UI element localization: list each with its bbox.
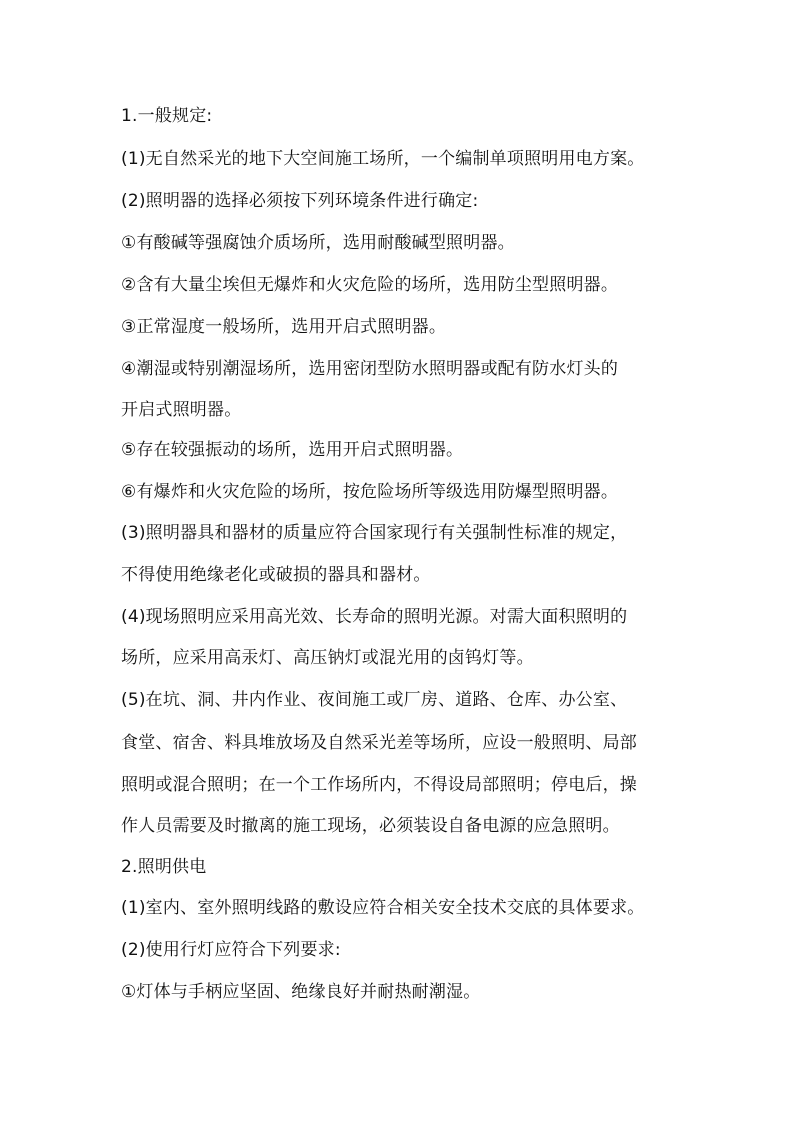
heading-general-rules: 1.一般规定: — [121, 106, 213, 126]
paragraph-line: 开启式照明器。 — [121, 400, 242, 420]
paragraph-line: ③正常湿度一般场所，选用开启式照明器。 — [121, 317, 447, 337]
paragraph-line: 食堂、宿舍、料具堆放场及自然采光差等场所，应设一般照明、局部 — [121, 733, 637, 753]
paragraph-line: (1)无自然采光的地下大空间施工场所，一个编制单项照明用电方案。 — [121, 149, 645, 169]
paragraph-line: (2)照明器的选择必须按下列环境条件进行确定: — [121, 191, 479, 211]
paragraph-line: (3)照明器具和器材的质量应符合国家现行有关强制性标准的规定， — [121, 523, 628, 543]
heading-lighting-power-supply: 2.照明供电 — [121, 857, 207, 877]
paragraph-line: 作人员需要及时撤离的施工现场，必须装设自备电源的应急照明。 — [121, 816, 620, 836]
paragraph-line: 照明或混合照明；在一个工作场所内，不得设局部照明；停电后，操 — [121, 775, 637, 795]
paragraph-line: (4)现场照明应采用高光效、长寿命的照明光源。对需大面积照明的 — [121, 607, 628, 627]
paragraph-line: (2)使用行灯应符合下列要求: — [121, 940, 341, 960]
paragraph-line: 场所，应采用高汞灯、高压钠灯或混光用的卤钨灯等。 — [121, 648, 534, 668]
paragraph-line: ④潮湿或特别潮湿场所，选用密闭型防水照明器或配有防水灯头的 — [121, 359, 619, 379]
paragraph-line: (5)在坑、洞、井内作业、夜间施工或厂房、道路、仓库、办公室、 — [121, 690, 628, 710]
paragraph-line: ①灯体与手柄应坚固、绝缘良好并耐热耐潮湿。 — [121, 982, 481, 1002]
paragraph-line: ⑤存在较强振动的场所，选用开启式照明器。 — [121, 440, 464, 460]
paragraph-line: ①有酸碱等强腐蚀介质场所，选用耐酸碱型照明器。 — [121, 233, 515, 253]
paragraph-line: ⑥有爆炸和火灾危险的场所，按危险场所等级选用防爆型照明器。 — [121, 482, 619, 502]
paragraph-line: ②含有大量尘埃但无爆炸和火灾危险的场所，选用防尘型照明器。 — [121, 275, 619, 295]
paragraph-line: (1)室内、室外照明线路的敷设应符合相关安全技术交底的具体要求。 — [121, 898, 645, 918]
paragraph-line: 不得使用绝缘老化或破损的器具和器材。 — [121, 565, 431, 585]
